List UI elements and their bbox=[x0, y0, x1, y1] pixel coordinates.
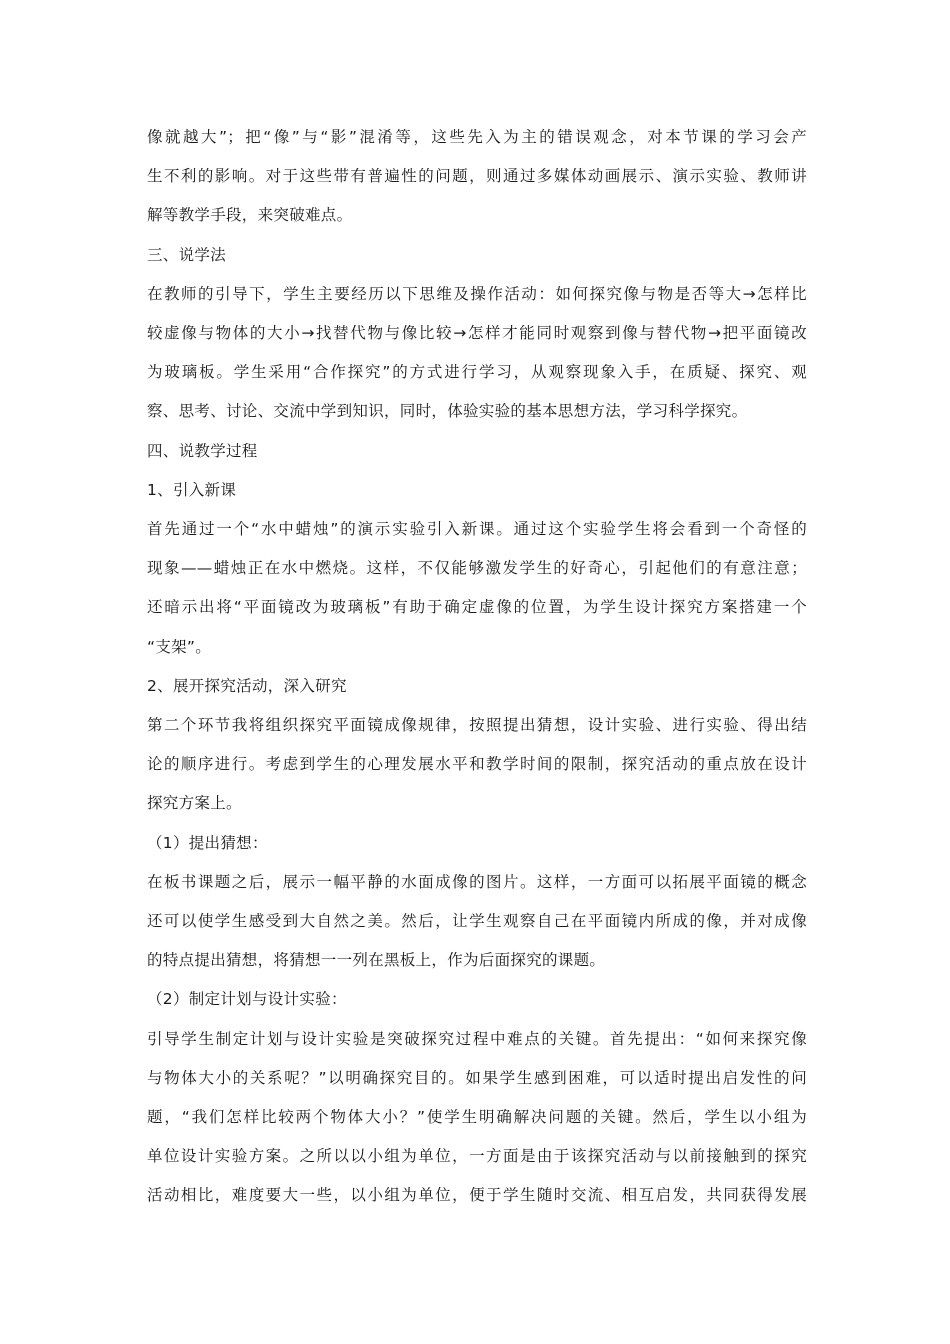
paragraph-line: 论的顺序进行。考虑到学生的心理发展水平和教学时间的限制，探究活动的重点放在设计 bbox=[147, 755, 807, 774]
paragraph-line: 活动相比，难度要大一些，以小组为单位，便于学生随时交流、相互启发，共同获得发展 bbox=[147, 1186, 807, 1205]
paragraph-line: 还暗示出将“平面镜改为玻璃板”有助于确定虚像的位置，为学生设计探究方案搭建一个 bbox=[147, 598, 807, 617]
paragraph-line: 与物体大小的关系呢？”以明确探究目的。如果学生感到困难，可以适时提出启发性的问 bbox=[147, 1068, 807, 1087]
section-heading: 四、说教学过程 bbox=[147, 441, 258, 460]
paragraph-line: 还可以使学生感受到大自然之美。然后，让学生观察自己在平面镜内所成的像，并对成像 bbox=[147, 912, 807, 931]
subsection-heading: 2、展开探究活动，深入研究 bbox=[147, 676, 347, 695]
paragraph-line: “支架”。 bbox=[147, 637, 212, 656]
paragraph-line: 较虚像与物体的大小→找替代物与像比较→怎样才能同时观察到像与替代物→把平面镜改 bbox=[147, 324, 807, 343]
paragraph-line: 第二个环节我将组织探究平面镜成像规律，按照提出猜想，设计实验、进行实验、得出结 bbox=[147, 716, 807, 735]
paragraph-line: 解等教学手段，来突破难点。 bbox=[147, 206, 353, 225]
section-heading: 三、说学法 bbox=[147, 245, 227, 264]
subsection-heading: （2）制定计划与设计实验： bbox=[147, 990, 347, 1009]
subsection-heading: （1）提出猜想： bbox=[147, 833, 268, 852]
paragraph-line: 像就越大”；把“像”与“影”混淆等，这些先入为主的错误观念，对本节课的学习会产 bbox=[147, 128, 807, 146]
paragraph-line: 题，“我们怎样比较两个物体大小？”使学生明确解决问题的关键。然后，学生以小组为 bbox=[147, 1108, 807, 1127]
paragraph-line: 在板书课题之后，展示一幅平静的水面成像的图片。这样，一方面可以拓展平面镜的概念 bbox=[147, 872, 807, 891]
paragraph-line: 单位设计实验方案。之所以以小组为单位，一方面是由于该探究活动与以前接触到的探究 bbox=[147, 1147, 807, 1166]
paragraph-line: 在教师的引导下，学生主要经历以下思维及操作活动：如何探究像与物是否等大→怎样比 bbox=[147, 284, 807, 303]
document-body bbox=[147, 118, 807, 1216]
paragraph-line: 引导学生制定计划与设计实验是突破探究过程中难点的关键。首先提出：“如何来探究像 bbox=[147, 1029, 807, 1048]
paragraph-line: 现象——蜡烛正在水中燃烧。这样，不仅能够激发学生的好奇心，引起他们的有意注意； bbox=[147, 559, 807, 578]
paragraph-line: 生不利的影响。对于这些带有普遍性的问题，则通过多媒体动画展示、演示实验、教师讲 bbox=[147, 167, 807, 186]
paragraph-line: 的特点提出猜想，将猜想一一列在黑板上，作为后面探究的课题。 bbox=[147, 951, 606, 970]
paragraph-line: 探究方案上。 bbox=[147, 794, 242, 813]
paragraph-line: 察、思考、讨论、交流中学到知识，同时，体验实验的基本思想方法，学习科学探究。 bbox=[147, 402, 748, 421]
paragraph-line: 首先通过一个“水中蜡烛”的演示实验引入新课。通过这个实验学生将会看到一个奇怪的 bbox=[147, 520, 807, 539]
subsection-heading: 1、引入新课 bbox=[147, 480, 237, 499]
paragraph-line: 为玻璃板。学生采用“合作探究”的方式进行学习，从观察现象入手，在质疑、探究、观 bbox=[147, 363, 807, 382]
